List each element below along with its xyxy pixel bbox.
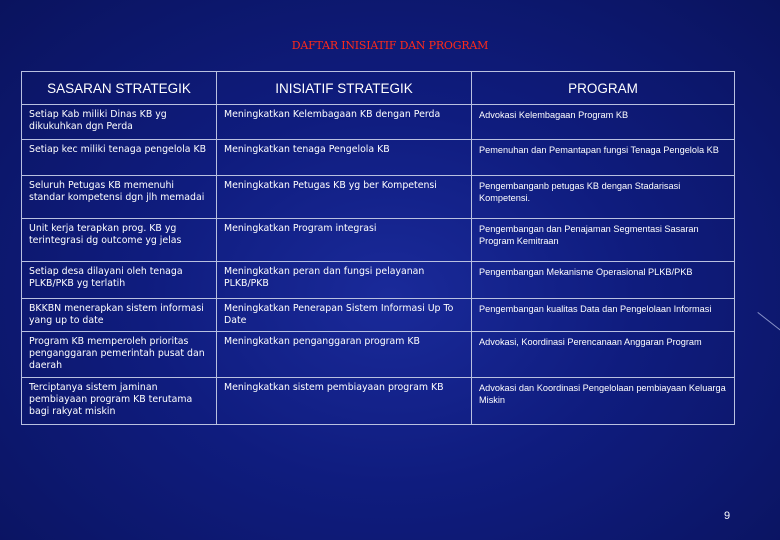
cell-sasaran: Setiap desa dilayani oleh tenaga PLKB/PKB yg terlatih bbox=[22, 262, 217, 299]
cell-program: Pengembanganb petugas KB dengan Stadarisasi Kompetensi. bbox=[472, 176, 735, 219]
cell-inisiatif: Meningkatkan peran dan fungsi pelayanan PLKB/PKB bbox=[217, 262, 472, 299]
table-row bbox=[22, 219, 735, 262]
cell-program: Advokasi Kelembagaan Program KB bbox=[472, 105, 735, 140]
cell-inisiatif: Meningkatkan penganggaran program KB bbox=[217, 332, 472, 378]
page-title: DAFTAR INISIATIF DAN PROGRAM bbox=[291, 39, 489, 52]
cell-sasaran: Terciptanya sistem jaminan pembiayaan program KB terutama bagi rakyat miskin bbox=[22, 378, 217, 425]
table-row bbox=[22, 176, 735, 219]
cell-sasaran: Program KB memperoleh prioritas penganggaran pemerintah pusat dan daerah bbox=[22, 332, 217, 378]
table-row bbox=[22, 105, 735, 140]
cell-program: Pengembangan dan Penajaman Segmentasi Sasaran Program Kemitraan bbox=[472, 219, 735, 262]
cell-program: Advokasi dan Koordinasi Pengelolaan pembiayaan Keluarga Miskin bbox=[472, 378, 735, 425]
cell-program: Advokasi, Koordinasi Perencanaan Anggaran Program bbox=[472, 332, 735, 378]
table-row bbox=[22, 378, 735, 425]
cell-inisiatif: Meningkatkan Petugas KB yg ber Kompetensi bbox=[217, 176, 472, 219]
table-row bbox=[22, 332, 735, 378]
cell-sasaran: BKKBN menerapkan sistem informasi yang up to date bbox=[22, 299, 217, 332]
cell-program: Pemenuhan dan Pemantapan fungsi Tenaga Pengelola KB bbox=[472, 140, 735, 176]
cell-sasaran: Seluruh Petugas KB memenuhi standar kompetensi dgn jlh memadai bbox=[22, 176, 217, 219]
cell-inisiatif: Meningkatkan Program integrasi bbox=[217, 219, 472, 262]
cell-program: Pengembangan Mekanisme Operasional PLKB/PKB bbox=[472, 262, 735, 299]
page-number: 9 bbox=[724, 510, 731, 522]
table-row bbox=[22, 262, 735, 299]
cell-program: Pengembangan kualitas Data dan Pengelolaan Informasi bbox=[472, 299, 735, 332]
table-row bbox=[22, 140, 735, 176]
cell-sasaran: Setiap kec miliki tenaga pengelola KB bbox=[22, 140, 217, 176]
header-sasaran: SASARAN STRATEGIK bbox=[22, 72, 217, 105]
cell-inisiatif: Meningkatkan Kelembagaan KB dengan Perda bbox=[217, 105, 472, 140]
cell-inisiatif: Meningkatkan tenaga Pengelola KB bbox=[217, 140, 472, 176]
strategy-table bbox=[21, 71, 735, 425]
table-row bbox=[22, 299, 735, 332]
header-program: PROGRAM bbox=[472, 72, 735, 105]
cell-inisiatif: Meningkatkan sistem pembiayaan program KB bbox=[217, 378, 472, 425]
header-inisiatif: INISIATIF STRATEGIK bbox=[217, 72, 472, 105]
table-header-row bbox=[22, 72, 735, 105]
cell-inisiatif: Meningkatkan Penerapan Sistem Informasi Up To Date bbox=[217, 299, 472, 332]
decorative-line bbox=[757, 312, 780, 331]
cell-sasaran: Setiap Kab miliki Dinas KB yg dikukuhkan dgn Perda bbox=[22, 105, 217, 140]
cell-sasaran: Unit kerja terapkan prog. KB yg terintegrasi dg outcome yg jelas bbox=[22, 219, 217, 262]
